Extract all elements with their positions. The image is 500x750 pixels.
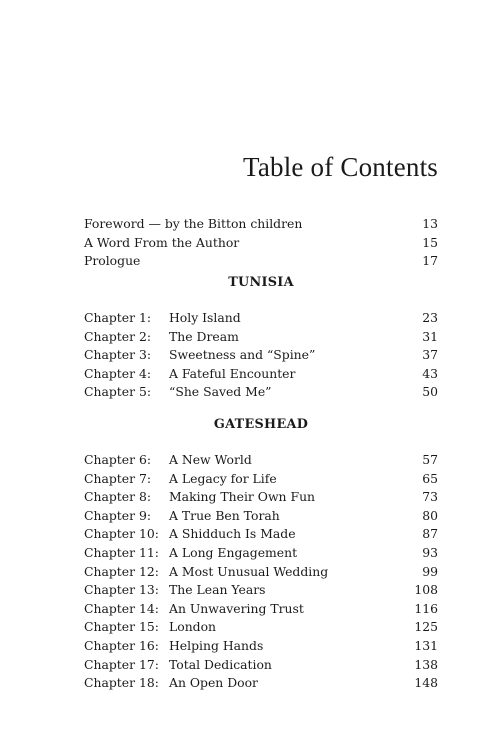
chapter-entry[interactable]	[84, 309, 438, 328]
chapter-number: Chapter 18:	[84, 675, 159, 691]
chapter-entry[interactable]	[84, 365, 438, 384]
chapter-number: Chapter 1:	[84, 310, 152, 325]
chapter-title: A New World	[169, 452, 252, 467]
front-matter-list	[84, 215, 438, 271]
chapter-entry[interactable]	[84, 488, 438, 507]
chapter-entry[interactable]	[84, 451, 438, 470]
chapter-entry[interactable]	[84, 600, 438, 619]
chapter-number: Chapter 3:	[84, 347, 152, 363]
page-number: 73	[422, 489, 438, 505]
chapter-title: Helping Hands	[169, 637, 264, 653]
page-number: 108	[414, 582, 438, 598]
section-heading-gateshead: GATESHEAD	[213, 417, 309, 432]
page-number: 65	[422, 470, 438, 486]
chapter-title: The Dream	[169, 328, 239, 344]
chapter-number: Chapter 8:	[84, 489, 152, 505]
chapter-number: Chapter 6:	[84, 452, 152, 467]
chapter-title: A Most Unusual Wedding	[169, 563, 329, 579]
chapter-title: Sweetness and “Spine”	[169, 347, 316, 363]
entry-title: A Word From the Author	[84, 234, 240, 250]
page-number: 87	[422, 526, 438, 542]
page-number: 99	[422, 563, 438, 579]
chapter-number: Chapter 5:	[84, 384, 152, 400]
chapter-title: A Shidduch Is Made	[169, 526, 296, 542]
entry-title: Prologue	[84, 253, 141, 269]
chapter-title: The Lean Years	[169, 582, 266, 598]
page-number: 17	[422, 253, 438, 269]
toc-entry[interactable]	[84, 234, 438, 253]
chapter-number: Chapter 14:	[84, 600, 159, 616]
page-number: 50	[422, 384, 438, 400]
chapter-title: An Unwavering Trust	[169, 600, 304, 616]
chapter-title: A Legacy for Life	[169, 470, 277, 486]
page-number: 93	[422, 544, 438, 560]
chapter-number: Chapter 2:	[84, 328, 152, 344]
chapter-title: Total Dedication	[169, 656, 272, 672]
page-number: 80	[422, 507, 438, 523]
section-heading-tunisia: TUNISIA	[228, 275, 294, 290]
chapter-entry[interactable]	[84, 383, 438, 402]
chapter-list-gateshead	[84, 451, 438, 693]
page-number: 37	[422, 347, 438, 363]
page-number: 125	[414, 619, 438, 635]
page-number: 43	[422, 365, 438, 381]
chapter-title: London	[169, 619, 217, 635]
chapter-number: Chapter 15:	[84, 619, 159, 635]
chapter-entry[interactable]	[84, 470, 438, 489]
chapter-title: “She Saved Me”	[169, 384, 272, 400]
toc-entry[interactable]	[84, 215, 438, 234]
page-number: 15	[422, 234, 438, 250]
chapter-entry[interactable]	[84, 328, 438, 347]
chapter-title: Making Their Own Fun	[169, 489, 316, 505]
chapter-entry[interactable]	[84, 637, 438, 656]
chapter-number: Chapter 17:	[84, 656, 159, 672]
chapter-number: Chapter 10:	[84, 526, 159, 542]
chapter-number: Chapter 11:	[84, 544, 159, 560]
chapter-number: Chapter 4:	[84, 365, 152, 381]
page-title: Table of Contents	[243, 152, 438, 182]
page-number: 148	[414, 675, 438, 691]
chapter-list-tunisia	[84, 309, 438, 402]
chapter-entry[interactable]	[84, 656, 438, 675]
chapter-number: Chapter 12:	[84, 563, 159, 579]
chapter-entry[interactable]	[84, 544, 438, 563]
chapter-entry[interactable]	[84, 563, 438, 582]
page-number: 138	[414, 656, 438, 672]
chapter-entry[interactable]	[84, 346, 438, 365]
chapter-number: Chapter 13:	[84, 582, 159, 598]
chapter-title: An Open Door	[169, 675, 258, 691]
chapter-title: A Fateful Encounter	[169, 365, 296, 381]
chapter-title: A True Ben Torah	[169, 507, 280, 523]
page-number: 57	[422, 452, 438, 467]
page-number: 131	[414, 637, 438, 653]
page-number: 23	[422, 310, 438, 325]
chapter-title: A Long Engagement	[169, 544, 298, 560]
page-number: 31	[422, 328, 438, 344]
toc-entry[interactable]	[84, 252, 438, 271]
entry-title: Foreword — by the Bitton children	[84, 216, 303, 231]
chapter-entry[interactable]	[84, 525, 438, 544]
page-number: 116	[414, 600, 438, 616]
page-number: 13	[422, 216, 438, 231]
chapter-number: Chapter 7:	[84, 470, 152, 486]
chapter-title: Holy Island	[169, 310, 241, 325]
chapter-number: Chapter 16:	[84, 637, 159, 653]
chapter-entry[interactable]	[84, 581, 438, 600]
chapter-number: Chapter 9:	[84, 507, 152, 523]
chapter-entry[interactable]	[84, 618, 438, 637]
chapter-entry[interactable]	[84, 507, 438, 526]
chapter-entry[interactable]	[84, 674, 438, 693]
